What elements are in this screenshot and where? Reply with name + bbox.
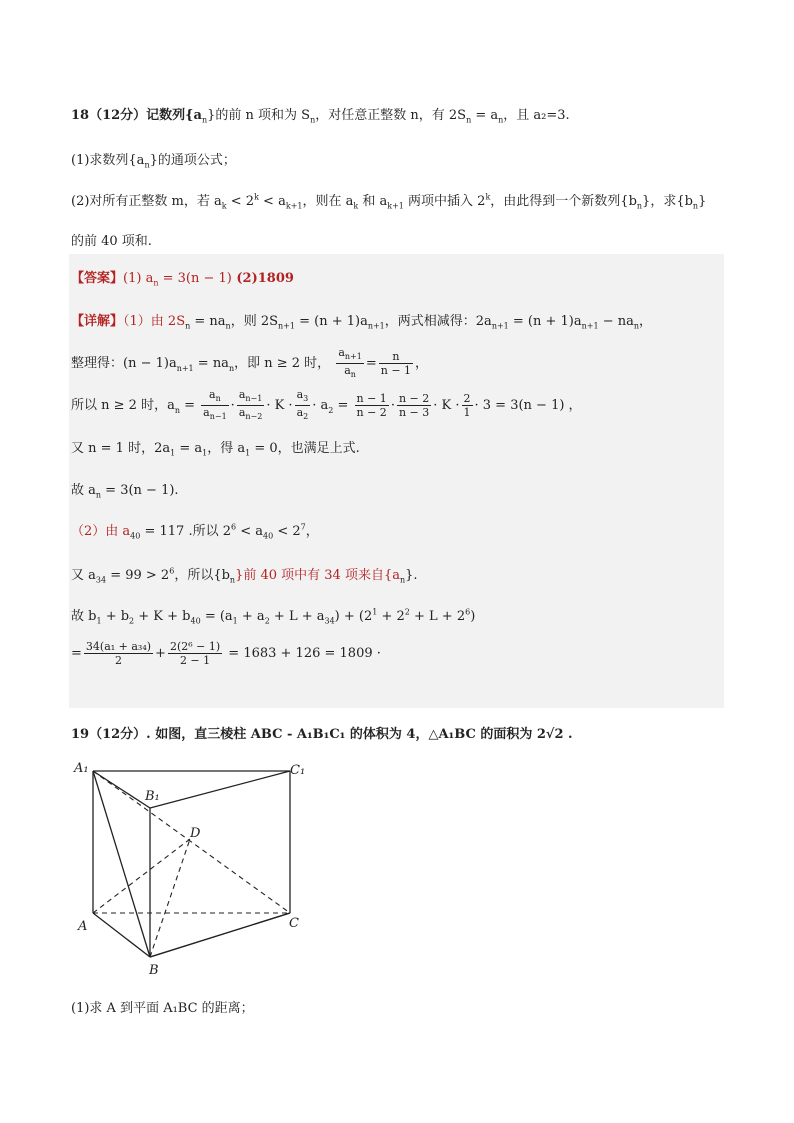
ratio-fraction: $\frac{a_{n+1}}{a_n}$	[338, 346, 362, 380]
q18-heading: 18（12分）记数列$\{a_n\}$的前 n 项和为 $S_n$，对任意正整数 n，有 $2S_n = a_n$，且 a₂=3.	[71, 108, 570, 125]
solution-line-7: 又 $a_{34} = 99 > 2^6$，所以$\{b_n\}$前 40 项中有 34 项来自$\{a_n\}$.	[71, 566, 418, 585]
solution-line-1: 【详解】（1）由 $2S_n = na_n$，则 $2S_{n+1} = (n + 1)a_{n+1}$，两式相减得：$2a_{n+1} = (n + 1)a_{n+1} - na_n$，	[71, 314, 653, 331]
label-C1: C₁	[290, 763, 306, 778]
solution-line-6: （2）由 $a_{40} = 117$ .所以 $2^6 < a_{40} < 2^7$，	[71, 522, 319, 541]
q18-part2-line2: 的前 40 项和.	[71, 234, 152, 249]
q18-heading-text: 18（12分）记数列{a	[71, 108, 202, 123]
solution-line-4: 又 n = 1 时，$2a_1 = a_1$，得 $a_1 = 0$，也满足上式.	[71, 441, 360, 458]
q19-heading: 19（12分）. 如图，直三棱柱 ABC - A₁B₁C₁ 的体积为 4，△A₁BC 的面积为 2√2 .	[71, 727, 573, 742]
solution-line-8: 故 $b_1 + b_2 + K + b_{40} = (a_1 + a_2 + L + a_{34}) + (2^1 + 2^2 + L + 2^6)$	[71, 607, 476, 626]
label-B: B	[149, 963, 159, 978]
label-B1: B₁	[145, 789, 160, 804]
solution-line-2: 整理得：$(n - 1)a_{n+1} = na_n$，即 n ≥ 2 时， $\frac{a_{n+1}}{a_n}$ = $\frac{n}{n - 1}$ ，	[71, 346, 429, 380]
q18-part2: (2)对所有正整数 m，若 $a_k < 2^k < a_{k+1}$，则在 $a_k$ 和 $a_{k+1}$ 两项中插入 2$^k$，由此得到一个新数列$\{b_n\}$，求$\{b_n\}$	[71, 192, 707, 211]
solution-line-5: 故 $a_n = 3(n - 1)$.	[71, 483, 179, 500]
solution-line-3: 所以 n ≥ 2 时，$a_n$ = $\frac{a_n}{a_{n-1}}$ · $\frac{a_{n-1}}{a_{n-2}}$ · K · $\frac{a_3}{a_2}$ · $a_2$ = $\frac{n - 1}{n - 2}$ · $\frac{n - 2}{n - 3}$ · K · $\frac{2}{1}$ · 3 = 3(n − 1) ，	[71, 388, 582, 422]
solution-label: 【详解】	[71, 314, 124, 329]
prism-figure	[70, 755, 310, 980]
label-A: A	[78, 919, 88, 934]
answer-label: 【答案】	[71, 271, 124, 286]
q18-part1: (1)求数列$\{a_n\}$的通项公式；	[71, 153, 236, 170]
label-C: C	[289, 916, 299, 931]
answer-line: 【答案】(1) $a_n = 3(n - 1)$ (2)1809	[71, 271, 294, 288]
solution-line-9: = $\frac{\text{34(a₁ + a₃₄)}}{2}$ + $\frac{\text{2(2⁶ − 1)}}{2 - 1}$ = 1683 + 126 = 1809 ·	[71, 640, 381, 667]
q19-part1: (1)求 A 到平面 A₁BC 的距离；	[71, 1001, 254, 1016]
label-D: D	[190, 826, 201, 841]
n-fraction: $\frac{n}{n - 1}$	[380, 350, 412, 378]
label-A1: A₁	[74, 761, 89, 776]
